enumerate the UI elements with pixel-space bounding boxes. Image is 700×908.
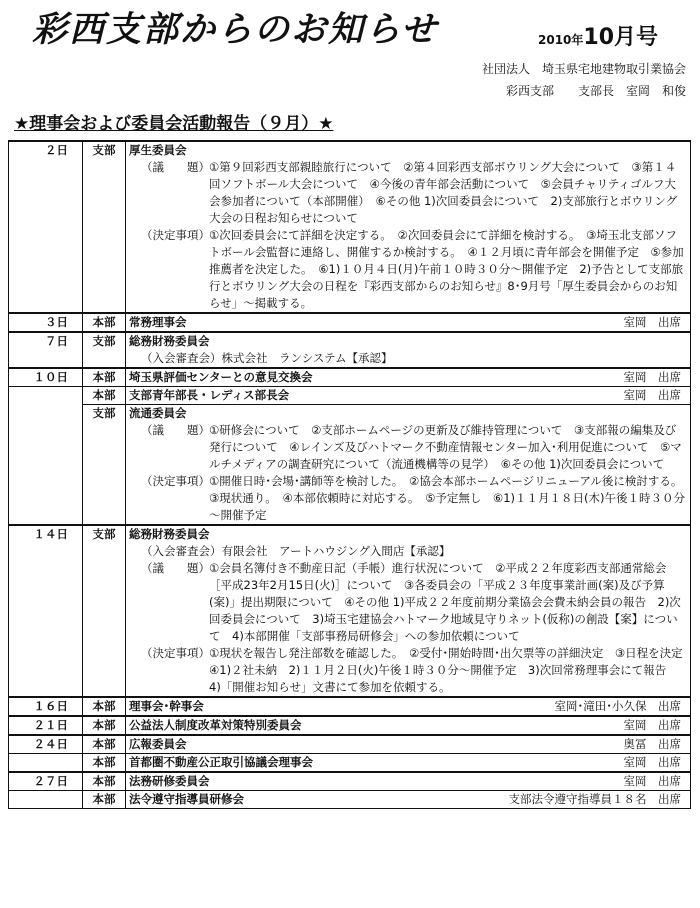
content-cell (126, 716, 691, 735)
attendance: 室岡･滝田･小久保 出席 (554, 699, 681, 713)
organization-block (482, 58, 686, 102)
attendance: 室岡 出席 (623, 315, 681, 329)
category-cell: 本部 (83, 716, 126, 735)
attendance: 室岡 出席 (623, 718, 681, 732)
event-name: 法令遵守指導員研修会 (129, 792, 244, 806)
event-name: 厚生委員会 (129, 143, 187, 157)
category-cell: 本部 (83, 791, 126, 809)
table-row (9, 791, 691, 809)
agenda-text: ①会員名簿付き不動産日記（手帳）進行状況について ②平成２２年度彩西支部通常総会［平成23年2月15日(火)］について ③各委員会の「平成２３年度事業計画(案)及び予算(案)」提出期限について ④その他 1)平成２２年度前期分業協会会費未納会員の報告 2)次回委員会について 3)埼玉宅建協会ハトマーク地域見守りネット(仮称)の創設【案】について 4)本部開催「支部事務局研修会」への参加依頼について (209, 561, 681, 643)
attendance: 室岡 出席 (623, 755, 681, 769)
agenda-label: （議 題） (141, 160, 210, 174)
agenda-text: ①研修会について ②支部ホームページの更新及び維持管理について ③支部報の編集及び発行について ④レインズ及びハトマーク不動産情報センター加入･利用促進について ⑤マルチメディアの調査研究について（流通機構等の見学） ⑥その他 1)次回委員会について (209, 423, 682, 471)
date-cell (9, 791, 83, 809)
table-row (9, 525, 691, 697)
issue-month: 10月号 (583, 25, 659, 50)
event-name: 支部青年部長・レディス部長会 (129, 388, 290, 402)
decision-text: ①開催日時･会場･講師等を検討した。 ②協会本部ホームページリニューアル後に検討する。 ③現状通り。 ④本部依頼時に対応する。 ⑤予定無し ⑥1)１１月１８日(木)午後１時３０分～開催予定 (209, 474, 689, 522)
issue-label (538, 20, 658, 51)
category-cell: 本部 (83, 772, 126, 791)
event-name: 首都圏不動産公正取引協議会理事会 (129, 755, 313, 769)
review-label: （入会審査会） (141, 544, 222, 558)
event-name: 理事会･幹事会 (129, 699, 204, 713)
category-cell: 支部 (83, 405, 126, 526)
table-row (9, 368, 691, 387)
review-label: （入会審査会） (141, 351, 222, 365)
category-cell: 本部 (83, 368, 126, 387)
attendance: 奥冨 出席 (623, 737, 681, 751)
date-cell: ２１日 (9, 716, 83, 735)
category-cell: 本部 (83, 313, 126, 332)
attendance: 室岡 出席 (623, 774, 681, 788)
category-cell: 支部 (83, 141, 126, 313)
attendance: 室岡 出席 (623, 370, 681, 384)
table-row (9, 735, 691, 754)
content-cell (126, 791, 691, 809)
decision-item (129, 473, 687, 524)
content-cell (126, 772, 691, 791)
date-cell: １４日 (9, 525, 83, 697)
decision-label: （決定事項） (141, 474, 210, 488)
content-cell (126, 735, 691, 754)
report-heading: ★理事会および委員会活動報告（９月）★ (14, 114, 334, 134)
content-cell (126, 754, 691, 773)
table-row (9, 754, 691, 773)
decision-label: （決定事項） (141, 228, 210, 242)
category-cell: 本部 (83, 387, 126, 405)
agenda-item (129, 422, 687, 473)
issue-year: 2010年 (538, 33, 584, 47)
event-name: 総務財務委員会 (129, 527, 210, 541)
date-cell: ２日 (9, 141, 83, 313)
table-row (9, 387, 691, 405)
date-cell: ３日 (9, 313, 83, 332)
event-name: 公益法人制度改革対策特別委員会 (129, 718, 302, 732)
event-name: 総務財務委員会 (129, 334, 210, 348)
agenda-item (129, 560, 687, 645)
agenda-label: （議 題） (141, 423, 210, 437)
table-row (9, 332, 691, 368)
page-title: 彩西支部からのお知らせ (32, 9, 438, 50)
event-name: 法務研修委員会 (129, 774, 210, 788)
date-cell (9, 754, 83, 773)
category-cell: 支部 (83, 332, 126, 368)
date-cell: ２７日 (9, 772, 83, 791)
date-cell (9, 405, 83, 526)
review-text: 株式会社 ランシステム【承認】 (221, 351, 393, 365)
review-line (129, 543, 687, 560)
table-row (9, 716, 691, 735)
review-text: 有限会社 アートハウジング入間店【承認】 (221, 544, 451, 558)
attendance: 支部法令遵守指導員１８名 出席 (508, 792, 681, 806)
branch-chief: 彩西支部 支部長 室岡 和俊 (505, 84, 686, 98)
table-row (9, 772, 691, 791)
decision-label: （決定事項） (141, 646, 210, 660)
event-name: 常務理事会 (129, 315, 187, 329)
review-line (129, 350, 687, 367)
date-cell: ２４日 (9, 735, 83, 754)
category-cell: 本部 (83, 697, 126, 716)
content-cell (126, 697, 691, 716)
category-cell: 本部 (83, 754, 126, 773)
decision-text: ①現状を報告し発注部数を確認した。 ②受付･開始時間･出欠票等の詳細決定 ③日程を決定 ④1)２社未納 2)１１月２日(火)午後１時３０分～開催予定 3)次回常務理事会にて報告 4)「開催お知らせ」文書にて参加を依頼する。 (209, 646, 695, 694)
table-row (9, 405, 691, 526)
decision-text: ①次回委員会にて詳細を決定する。 ②次回委員会にて詳細を検討する。 ③埼玉北支部ソフトボール会監督に連絡し、開催するか検討する。 ④１２月頃に青年部会を開催予定 ⑤参加推薦者を決定した。 ⑥1)１０月４日(月)午前１０時３０分～開催予定 2)予告として支部旅行とボウリング大会の日程を『彩西支部からのお知らせ』8･9月号「厚生委員会からのお知らせ」～掲載する。 (209, 228, 684, 310)
decision-item (129, 645, 695, 696)
category-cell: 支部 (83, 525, 126, 697)
content-cell (126, 387, 691, 405)
date-cell: ７日 (9, 332, 83, 368)
table-row (9, 697, 691, 716)
organization-name: 社団法人 埼玉県宅地建物取引業協会 (481, 62, 686, 76)
content-cell (126, 313, 691, 332)
content-cell (126, 525, 695, 697)
date-cell: １６日 (9, 697, 83, 716)
content-cell (126, 332, 691, 368)
activity-table (8, 140, 695, 809)
attendance: 室岡 出席 (623, 388, 681, 402)
category-cell: 本部 (83, 735, 126, 754)
content-cell (126, 368, 691, 387)
content-cell (126, 405, 691, 526)
content-cell (126, 141, 691, 313)
event-name: 流通委員会 (129, 406, 187, 420)
date-cell (9, 387, 83, 405)
event-name: 埼玉県評価センターとの意見交換会 (129, 370, 313, 384)
date-cell: １０日 (9, 368, 83, 387)
agenda-label: （議 題） (141, 561, 210, 575)
table-row (9, 141, 691, 313)
event-name: 広報委員会 (129, 737, 187, 751)
agenda-item (129, 159, 687, 227)
table-row (9, 313, 691, 332)
agenda-text: ①第９回彩西支部親睦旅行について ②第４回彩西支部ボウリング大会について ③第１４回ソフトボール大会について ④今後の青年部会活動について ⑤会員チャリティゴルフ大会参加者について（本部開催） ⑥その他 1)次回委員会について 2)支部旅行とボウリング大会の日程お知らせについて (209, 160, 678, 225)
decision-item (129, 227, 687, 312)
